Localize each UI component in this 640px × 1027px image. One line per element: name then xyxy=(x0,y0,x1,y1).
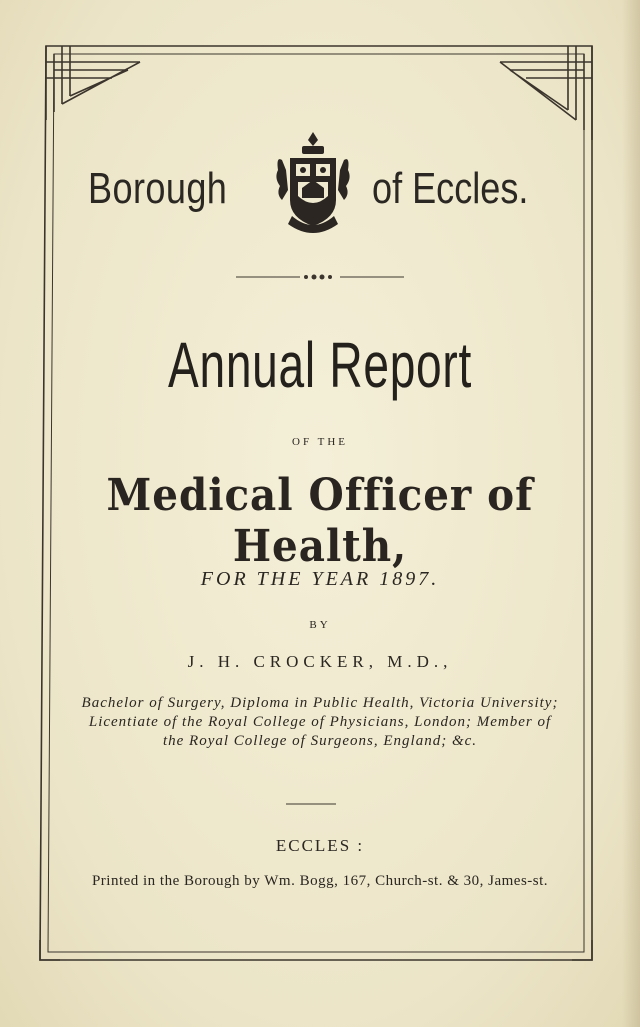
report-subject: Medical Officer of Health, xyxy=(106,470,534,572)
qualification-line: Bachelor of Surgery, Diploma in Public Health, Victoria University; xyxy=(81,695,559,711)
author-qualifications xyxy=(0,694,640,751)
year-line: FOR THE YEAR 1897. xyxy=(200,568,440,590)
publication-place: ECCLES : xyxy=(275,836,365,855)
printer-imprint: Printed in the Borough by Wm. Bogg, 167, Church-st. & 30, James-st. xyxy=(91,873,549,889)
borough-heading xyxy=(0,130,640,240)
author-name: J. H. CROCKER, M.D., xyxy=(187,652,453,671)
by-label: BY xyxy=(309,619,331,631)
report-title: Annual Report xyxy=(168,329,472,401)
borough-crest-icon xyxy=(272,130,354,238)
of-eccles-words: of Eccles. xyxy=(372,164,529,213)
qualification-line: the Royal College of Surgeons, England; &c. xyxy=(162,733,478,749)
qualification-line: Licentiate of the Royal College of Physicians, London; Member of xyxy=(88,714,552,730)
of-the-label: OF THE xyxy=(292,436,348,448)
borough-word: Borough xyxy=(88,164,228,213)
